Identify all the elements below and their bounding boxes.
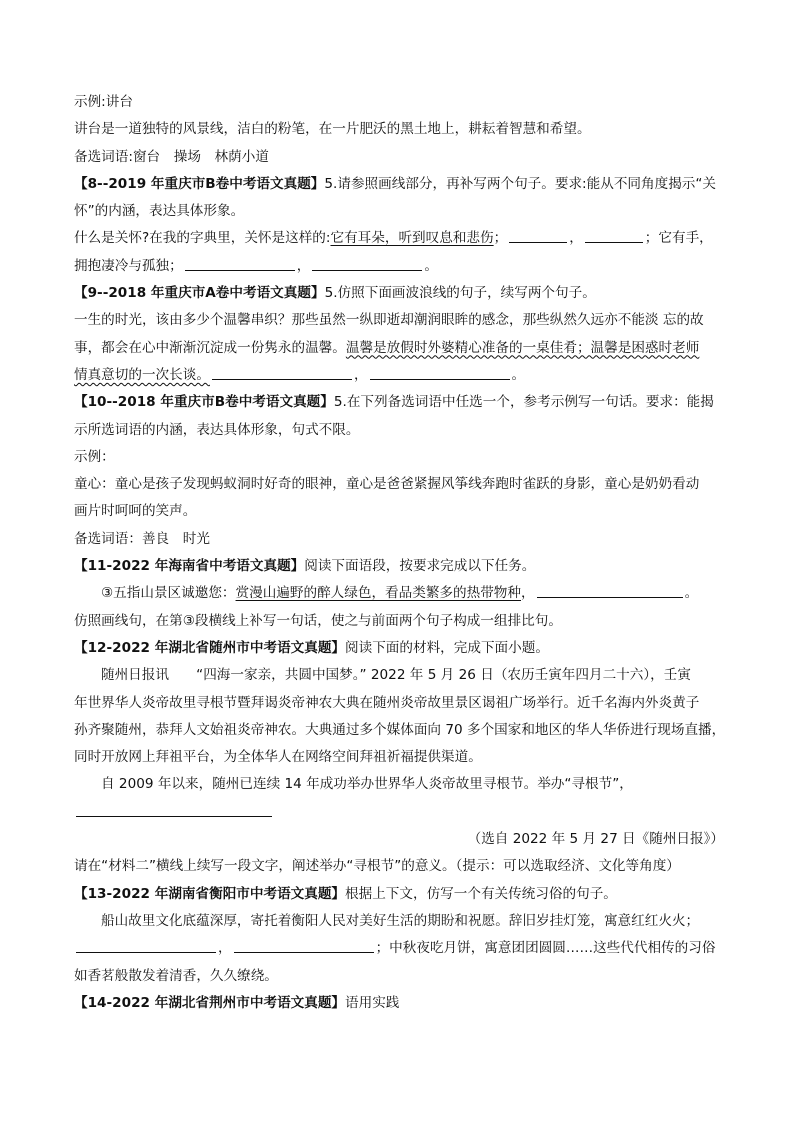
question-10-example-label: 示例：	[74, 448, 115, 465]
question-13	[74, 884, 724, 904]
answer-blank[interactable]	[312, 256, 422, 271]
answer-blank[interactable]	[585, 228, 643, 243]
answer-blank[interactable]	[76, 802, 272, 817]
question-14-heading: 【14-2022 年湖北省荆州市中考语文真题】	[74, 994, 346, 1011]
question-10	[74, 392, 724, 412]
text: ；它有手，	[644, 230, 713, 247]
question-12-material-5: 自 2009 年以来，随州已连续 14 年成功举办世界华人炎帝故里寻根节。举办“寻根节”，	[101, 776, 633, 793]
question-8-prompt: 5.请参照画线部分，再补写两个句子。要求:能从不同角度揭示“关	[324, 175, 717, 192]
question-8-heading: 【8--2019 年重庆市B卷中考语文真题】	[74, 175, 325, 192]
question-11-prompt: 阅读下面语段，按要求完成以下任务。	[304, 558, 536, 575]
question-12-material-2: 年世界华人炎帝故里寻根节暨拜谒炎帝神农大典在随州炎帝故里景区谒祖广场举行。近千名海内外炎黄子	[74, 694, 700, 711]
text: ，	[353, 366, 368, 383]
text: ③五指山景区诚邀您：	[101, 585, 236, 602]
question-8-sentence-2	[74, 256, 724, 276]
wavy-underlined-text: 情真意切的一次长谈。	[74, 366, 210, 383]
question-12-prompt: 阅读下面的材料，完成下面小题。	[345, 639, 549, 656]
text: 。	[424, 257, 438, 274]
question-11-passage	[74, 583, 724, 603]
question-13-passage-2	[74, 938, 724, 958]
question-9-heading: 【9--2018 年重庆市A卷中考语文真题】	[74, 285, 325, 302]
question-13-passage-1: 船山故里文化底蕴深厚，寄托着衡阳人民对美好生活的期盼和祝愿。辞旧岁挂灯笼，寓意红红火火；	[101, 912, 700, 929]
question-12-material-1: 随州日报讯 “四海一家亲，共圆中国梦。” 2022 年 5 月 26 日（农历壬寅年四月二十六），壬寅	[101, 667, 691, 684]
question-14-prompt: 语用实践	[345, 994, 400, 1011]
example-label: 示例:讲台	[74, 94, 133, 110]
question-9-prompt: 5.仿照下面画波浪线的句子，续写两个句子。	[324, 285, 596, 302]
text: 。	[684, 585, 699, 602]
question-11	[74, 556, 724, 576]
text: ；	[493, 230, 508, 247]
question-13-passage-3: 如香茗般散发着清香，久久缭绕。	[74, 967, 278, 984]
question-8-prompt-cont: 怀”的内涵，表达具体形象。	[74, 203, 245, 220]
answer-blank[interactable]	[234, 938, 374, 953]
wavy-underlined-text: 温馨是放假时外婆精心准备的一桌佳肴；温馨是困惑时老师	[345, 339, 700, 356]
text: ，	[521, 585, 535, 602]
question-13-heading: 【13-2022 年湖南省衡阳市中考语文真题】	[74, 885, 346, 902]
question-8	[74, 174, 724, 194]
question-8-sentence-1	[74, 228, 724, 248]
question-11-task: 仿照画线句，在第③段横线上补写一句话，使之与前面两个句子构成一组排比句。	[74, 612, 562, 629]
text: ，	[218, 940, 232, 957]
question-12-task: 请在“材料二”横线上续写一段文字，阐述举办“寻根节”的意义。（提示：可以选取经济、文化等角度）	[74, 858, 680, 875]
question-9	[74, 283, 724, 303]
question-10-heading: 【10--2018 年重庆市B卷中考语文真题】	[74, 394, 334, 411]
text: ，	[569, 230, 583, 247]
underlined-example: 赏漫山遍野的醉人绿色，看品类繁多的热带物种	[235, 585, 521, 602]
text: ，	[296, 257, 311, 274]
question-12-material-4: 同时开放网上拜祖平台，为全体华人在网络空间拜祖祈福提供渠道。	[74, 749, 482, 766]
question-10-prompt-cont: 示所选词语的内涵，表达具体形象，句式不限。	[74, 421, 360, 438]
question-9-passage-2	[74, 338, 724, 358]
question-13-prompt: 根据上下文，仿写一个有关传统习俗的句子。	[345, 885, 617, 902]
candidate-words: 备选词语:窗台 操场 林荫小道	[74, 148, 269, 165]
question-12	[74, 638, 724, 658]
question-12-heading: 【12-2022 年湖北省随州市中考语文真题】	[74, 639, 346, 656]
answer-blank[interactable]	[185, 256, 295, 271]
answer-blank[interactable]	[76, 938, 216, 953]
question-9-passage-1: 一生的时光，该由多少个温馨串织？那些虽然一纵即逝却潮润眼眸的感念，那些纵然久远亦不能淡 忘的故	[74, 312, 704, 329]
underlined-example: 它有耳朵，听到叹息和悲伤	[330, 230, 494, 247]
text: 什么是关怀?在我的字典里，关怀是这样的:	[74, 230, 331, 247]
answer-blank[interactable]	[537, 583, 683, 598]
text: ；中秋夜吃月饼，寓意团团圆圆……这些代代相传的习俗	[375, 940, 716, 957]
question-12-answer-line[interactable]	[74, 802, 724, 822]
question-14	[74, 993, 724, 1013]
question-9-passage-3	[74, 365, 724, 385]
question-12-material-3: 孙齐聚随州，恭拜人文始祖炎帝神农。大典通过多个媒体面向 70 多个国家和地区的华人华侨进行现场直播，	[74, 721, 726, 738]
text: 。	[511, 366, 526, 383]
text: 事，都会在心中渐渐沉淀成一份隽永的温馨。	[74, 339, 346, 356]
answer-blank[interactable]	[212, 365, 352, 380]
text: 拥抱凄冷与孤独；	[74, 257, 183, 274]
question-10-example-1: 童心：童心是孩子发现蚂蚁洞时好奇的眼神，童心是爸爸紧握风筝线奔跑时雀跃的身影，童心是奶奶看动	[74, 476, 700, 493]
document-page	[74, 92, 724, 1020]
question-10-prompt: 5.在下列备选词语中任选一个，参考示例写一句话。要求：能揭	[333, 394, 714, 411]
example-sentence: 讲台是一道独特的风景线，洁白的粉笔，在一片肥沃的黑土地上，耕耘着智慧和希望。	[74, 121, 591, 138]
question-12-source: （选自 2022 年 5 月 27 日《随州日报》）	[467, 831, 724, 848]
question-11-heading: 【11-2022 年海南省中考语文真题】	[74, 558, 305, 575]
answer-blank[interactable]	[370, 365, 510, 380]
answer-blank[interactable]	[509, 228, 567, 243]
question-10-example-2: 画片时呵呵的笑声。	[74, 503, 197, 520]
question-10-words: 备选词语：善良 时光	[74, 530, 210, 547]
